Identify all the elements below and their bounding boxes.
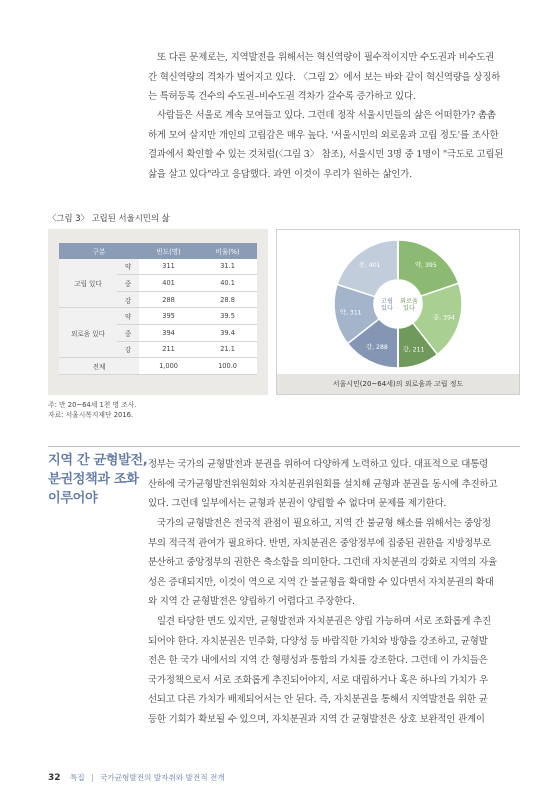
level-cell: 약: [117, 259, 139, 275]
pct-cell: 21.1: [198, 341, 257, 358]
intro-paragraph-1: [148, 48, 520, 107]
slice-label: 강, 288: [366, 344, 388, 352]
header-frequency: 빈도(명): [139, 243, 198, 259]
section-title-line: 지역 간 균형발전,: [48, 453, 148, 468]
total-label: 전체: [59, 358, 139, 375]
group-label: 외로움 있다: [59, 308, 117, 358]
text-line: 분산하고 중앙정부의 권한은 축소함을 의미한다. 그런데 자치분권의 강화로 지역의 자율: [148, 557, 497, 569]
pct-cell: 39.4: [198, 324, 257, 341]
header-ratio: 비율(%): [198, 243, 257, 259]
text-line: 는 특허등록 건수의 수도권–비수도권 격차가 갈수록 증가하고 있다.: [148, 91, 416, 103]
text-line: 되어야 한다. 자치분권은 민주화, 다양성 등 바람직한 가치와 방향을 강조하고, 균형발: [148, 635, 488, 647]
pct-cell: 39.5: [198, 308, 257, 325]
slice-label: 강, 211: [402, 346, 425, 354]
section-title-line: 이루어야: [48, 490, 98, 506]
note-line: 주: 만 20~64세 1천 명 조사.: [48, 401, 137, 409]
text-line: 등한 기회가 확보될 수 있으며, 자치분권과 지역 간 균형발전은 상호 보완적인 관계이: [148, 713, 485, 725]
footer-title: 국가균형발전의 발자취와 발전적 전개: [100, 773, 225, 782]
freq-cell: 394: [139, 324, 198, 341]
header-category: 구분: [59, 243, 139, 259]
text-line: 있다. 그런데 일부에서는 균형과 분권이 양립할 수 없다며 문제를 제기한다.: [148, 498, 447, 510]
text-line: 와 지역 간 균형발전은 양립하기 어렵다고 주장한다.: [148, 596, 355, 608]
level-cell: 중: [117, 324, 139, 341]
half-label: 외로움 있다: [400, 298, 418, 312]
level-cell: 약: [117, 308, 139, 325]
text-line: 부의 적극적 관여가 필요하다. 반면, 자치분권은 중앙정부에 집중된 권한을 지방정부로: [148, 537, 491, 549]
pct-cell: 28.8: [198, 291, 257, 308]
footer-separator: |: [91, 773, 94, 782]
text-line: 선되고 다른 가치가 배제되어서는 안 된다. 즉, 자치분권을 통해서 지역발전을 위한 균: [148, 694, 488, 706]
isolation-table: [59, 243, 257, 375]
level-cell: 강: [117, 291, 139, 308]
text-line: 성은 증대되지만, 이것이 역으로 지역 간 불균형을 확대할 수 있다면서 자치분권의 확대: [148, 576, 494, 588]
section-paragraph-2: [148, 514, 520, 612]
text-line: 하게 모여 살지만 개인의 고립감은 매우 높다. '서울시민의 외로움과 고립 정도'를 조사한: [148, 129, 499, 141]
freq-cell: 311: [139, 259, 198, 275]
level-cell: 강: [117, 341, 139, 358]
donut-chart-panel: [276, 229, 520, 395]
section-divider: [48, 446, 520, 447]
freq-cell: 1,000: [139, 358, 198, 375]
footer-section: 특집: [69, 773, 85, 782]
slice-label: 약, 395: [415, 261, 437, 269]
text-line: 결과에서 확인할 수 있는 것처럼(〈그림 3〉 참조), 서울시민 3명 중 1명이 "극도로 고립된: [148, 149, 504, 161]
slice-label: 중, 401: [358, 262, 381, 270]
figure-3: [48, 229, 520, 395]
table-row: [59, 259, 257, 275]
section-paragraph-1: [148, 455, 520, 514]
freq-cell: 288: [139, 291, 198, 308]
text-line: 또 다른 문제로는, 지역발전을 위해서는 혁신역량이 필수적이지만 수도권과 비수도권: [157, 52, 495, 63]
pct-cell: 31.1: [198, 259, 257, 275]
freq-cell: 395: [139, 308, 198, 325]
text-line: 삶을 살고 있다"라고 응답했다. 과연 이것이 우리가 원하는 삶인가.: [148, 168, 413, 180]
pct-cell: 40.1: [198, 275, 257, 292]
intro-paragraph-2: [148, 106, 520, 184]
section-title: [48, 452, 147, 508]
level-cell: 중: [117, 275, 139, 292]
text-line: 국가의 균형발전은 전국적 관점이 필요하고, 지역 간 불균형 해소를 위해서는 중앙정: [157, 518, 491, 529]
chart-subcaption: 서울시민(20~64세)의 외로움과 고립 정도: [277, 374, 519, 394]
text-line: 사람들은 서울로 계속 모여들고 있다. 그런데 정작 서울시민들의 삶은 어떠한가? 촘촘: [157, 110, 496, 121]
page-footer: [48, 772, 225, 783]
source-line: 자료: 서울시복지재단 2016.: [48, 411, 134, 419]
slice-label: 약, 311: [339, 309, 362, 317]
data-table-panel: [48, 229, 268, 395]
pct-cell: 100.0: [198, 358, 257, 375]
donut-chart: [277, 230, 519, 374]
text-line: 전은 한 국가 내에서의 지역 간 형평성과 통합의 가치를 강조한다. 그런데 이 가치들은: [148, 655, 488, 667]
text-line: 산하에 국가균형발전위원회와 자치분권위원회를 설치해 균형과 분권을 동시에 추진하고: [148, 478, 498, 490]
table-total-row: [59, 358, 257, 375]
table-header-row: [59, 243, 257, 259]
figure-caption: 〈그림 3〉 고립된 서울시민의 삶: [48, 213, 170, 223]
page-number: 32: [48, 773, 61, 783]
text-line: 정부는 국가의 균형발전과 분권을 위하여 다양하게 노력하고 있다. 대표적으로 대통령: [148, 459, 489, 470]
text-line: 일견 타당한 면도 있지만, 균형발전과 자치분권은 양립 가능하며 서로 조화롭게 추진: [157, 616, 491, 627]
section-paragraph-3: [148, 612, 520, 730]
half-label: 고립 있다: [381, 298, 393, 312]
slice-label: 중, 394: [433, 314, 455, 322]
section-title-line: 분권정책과 조화: [48, 471, 139, 487]
table-row: [59, 308, 257, 325]
group-label: 고립 있다: [59, 259, 117, 308]
freq-cell: 401: [139, 275, 198, 292]
figure-notes: [48, 400, 137, 420]
text-line: 국가정책으로서 서로 조화롭게 추진되어야지, 서로 대립하거나 혹은 하나의 가치가 우: [148, 674, 489, 686]
text-line: 간 혁신역량의 격차가 벌어지고 있다. 〈그림 2〉에서 보는 바와 같이 혁신역량을 상징하: [148, 71, 501, 83]
freq-cell: 211: [139, 341, 198, 358]
